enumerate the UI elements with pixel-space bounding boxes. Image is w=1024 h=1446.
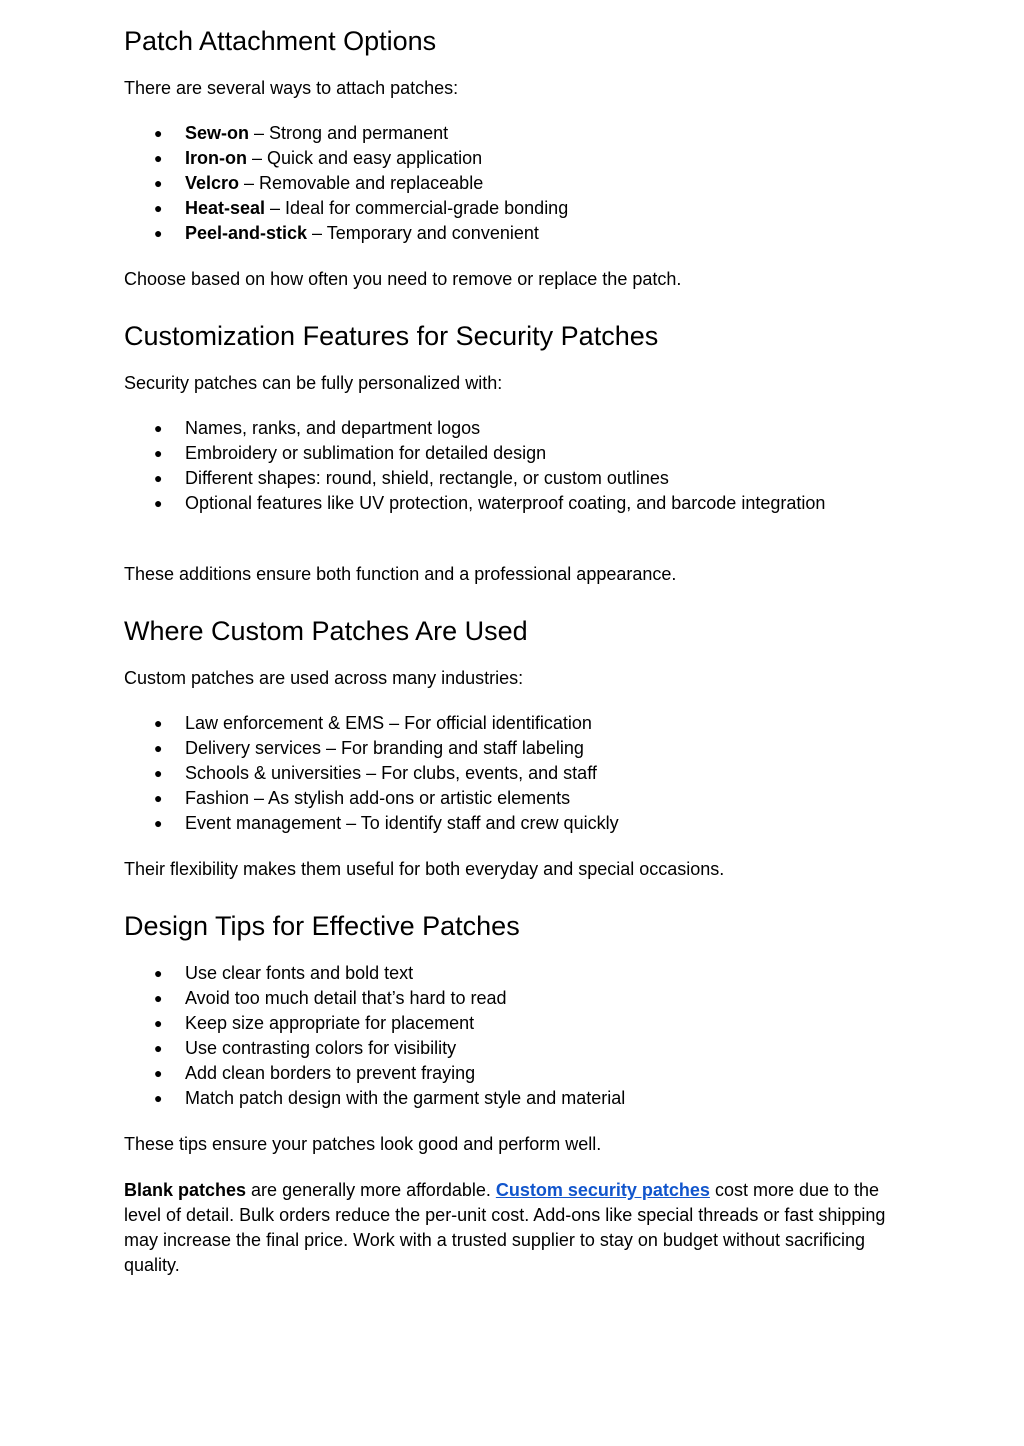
bullet-icon: ●	[154, 815, 163, 831]
section-heading-design: Design Tips for Effective Patches	[124, 911, 520, 941]
list-item	[124, 221, 904, 246]
usage-industries-list	[124, 711, 904, 836]
bullet-icon: ●	[154, 495, 163, 511]
bullet-icon: ●	[154, 1015, 163, 1031]
list-item-text: Embroidery or sublimation for detailed design	[185, 443, 547, 463]
list-item-term: Iron-on	[185, 148, 247, 168]
list-item	[124, 986, 904, 1011]
bullet-icon: ●	[154, 200, 163, 216]
section-outro: Their flexibility makes them useful for both everyday and special occasions.	[124, 859, 725, 879]
design-tips-list	[124, 961, 904, 1111]
list-item	[124, 786, 904, 811]
list-item-desc: – Ideal for commercial-grade bonding	[265, 198, 569, 218]
list-item	[124, 441, 904, 466]
list-item	[124, 711, 904, 736]
list-item-text: Avoid too much detail that’s hard to read	[185, 988, 507, 1008]
list-item	[124, 1086, 904, 1111]
bullet-icon: ●	[154, 150, 163, 166]
list-item-desc: – Temporary and convenient	[307, 223, 539, 243]
bullet-icon: ●	[154, 765, 163, 781]
pricing-paragraph	[124, 1178, 904, 1278]
list-item	[124, 736, 904, 761]
list-item-text: Delivery services – For branding and staff labeling	[185, 738, 584, 758]
list-item-desc: – Removable and replaceable	[239, 173, 484, 193]
list-item-desc: – Quick and easy application	[246, 148, 483, 168]
section-heading-usage: Where Custom Patches Are Used	[124, 616, 528, 646]
pricing-text-2: cost more due to the level of detail. Bulk orders reduce the per-unit cost. Add-ons like special threads or fast shipping may increase the final price. Work with a trusted supplier to stay on budget without sacrificing quality.	[124, 1180, 886, 1275]
bullet-icon: ●	[154, 445, 163, 461]
bullet-icon: ●	[154, 1040, 163, 1056]
section-heading-attachment: Patch Attachment Options	[124, 26, 437, 56]
bullet-icon: ●	[154, 470, 163, 486]
list-item-text: Law enforcement & EMS – For official identification	[185, 713, 592, 733]
bullet-icon: ●	[154, 990, 163, 1006]
bullet-icon: ●	[154, 740, 163, 756]
bullet-icon: ●	[154, 790, 163, 806]
list-item	[124, 961, 904, 986]
list-item-desc: – Strong and permanent	[249, 123, 449, 143]
customization-features-list	[124, 416, 904, 516]
pricing-lead-bold: Blank patches	[124, 1180, 247, 1200]
attachment-options-list	[124, 121, 904, 246]
list-item-term: Heat-seal	[185, 198, 266, 218]
list-item-text: Schools & universities – For clubs, events, and staff	[185, 763, 597, 783]
list-item-term: Peel-and-stick	[185, 223, 308, 243]
list-item	[124, 491, 904, 516]
list-item-text: Use clear fonts and bold text	[185, 963, 414, 983]
list-item	[124, 121, 904, 146]
list-item-term: Velcro	[185, 173, 240, 193]
pricing-text-1: are generally more affordable.	[246, 1180, 496, 1200]
bullet-icon: ●	[154, 1065, 163, 1081]
list-item-text: Optional features like UV protection, waterproof coating, and barcode integration	[185, 493, 826, 513]
bullet-icon: ●	[154, 125, 163, 141]
list-item	[124, 761, 904, 786]
section-outro: Choose based on how often you need to remove or replace the patch.	[124, 269, 682, 289]
section-outro: These tips ensure your patches look good and perform well.	[124, 1134, 602, 1154]
section-intro: There are several ways to attach patches:	[124, 78, 459, 98]
list-item	[124, 171, 904, 196]
list-item-text: Event management – To identify staff and crew quickly	[185, 813, 619, 833]
section-outro: These additions ensure both function and a professional appearance.	[124, 564, 677, 584]
list-item	[124, 1011, 904, 1036]
list-item	[124, 811, 904, 836]
bullet-icon: ●	[154, 225, 163, 241]
section-heading-customization: Customization Features for Security Patches	[124, 321, 659, 351]
list-item	[124, 1036, 904, 1061]
list-item-term: Sew-on	[185, 123, 250, 143]
bullet-icon: ●	[154, 965, 163, 981]
document-page	[124, 0, 904, 1278]
list-item	[124, 1061, 904, 1086]
list-item	[124, 146, 904, 171]
list-item	[124, 416, 904, 441]
list-item-text: Names, ranks, and department logos	[185, 418, 481, 438]
section-intro: Security patches can be fully personalized with:	[124, 373, 503, 393]
list-item-text: Add clean borders to prevent fraying	[185, 1063, 476, 1083]
custom-security-patches-link[interactable]: Custom security patches	[495, 1180, 710, 1200]
bullet-icon: ●	[154, 175, 163, 191]
list-item-text: Fashion – As stylish add-ons or artistic elements	[185, 788, 571, 808]
section-intro: Custom patches are used across many industries:	[124, 668, 524, 688]
bullet-icon: ●	[154, 420, 163, 436]
list-item	[124, 196, 904, 221]
list-item	[124, 466, 904, 491]
bullet-icon: ●	[154, 715, 163, 731]
list-item-text: Keep size appropriate for placement	[185, 1013, 475, 1033]
list-item-text: Match patch design with the garment style and material	[185, 1088, 626, 1108]
list-item-text: Different shapes: round, shield, rectangle, or custom outlines	[185, 468, 669, 488]
bullet-icon: ●	[154, 1090, 163, 1106]
list-item-text: Use contrasting colors for visibility	[185, 1038, 457, 1058]
